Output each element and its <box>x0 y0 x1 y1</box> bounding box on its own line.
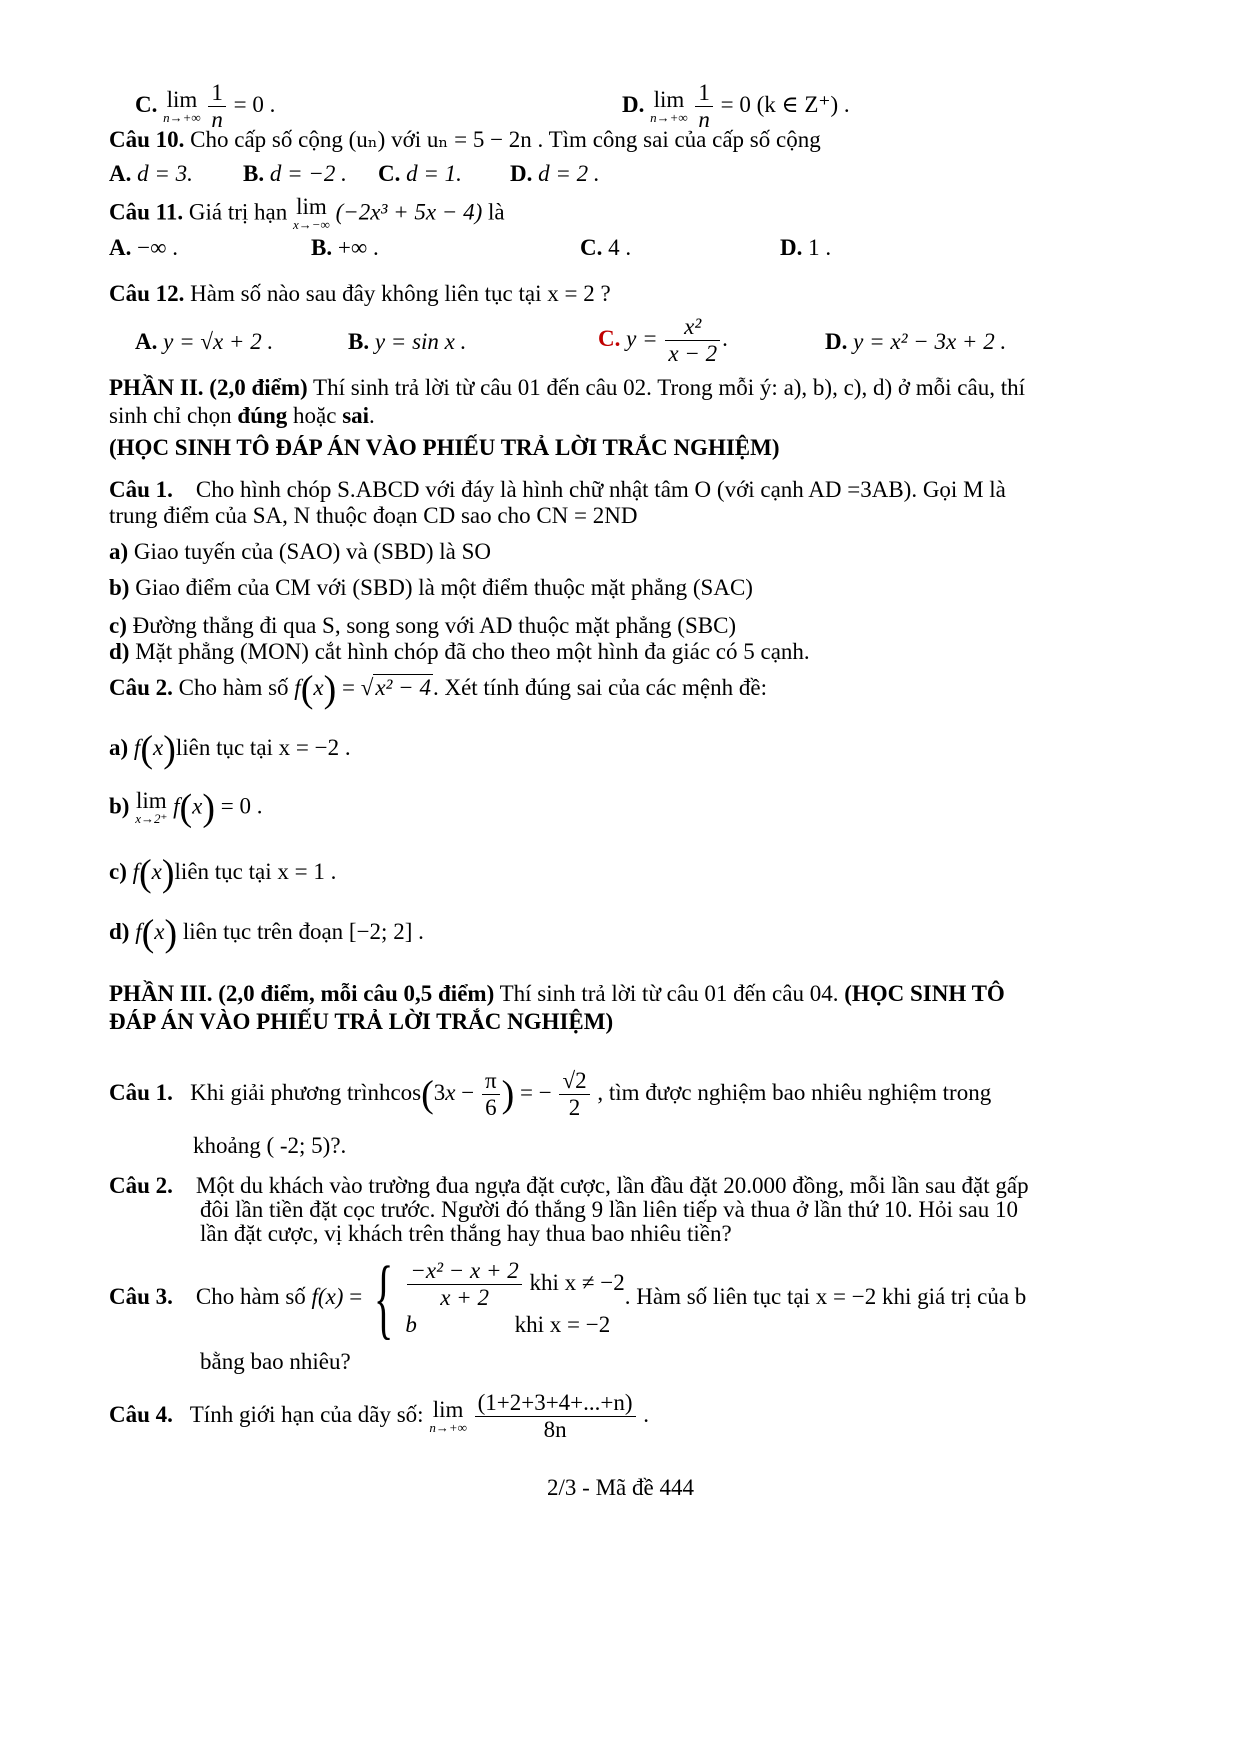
lim-symbol: lim x→2⁺ <box>135 788 168 826</box>
p3-q3: Câu 3. Cho hàm số f(x) = { $\frac{\text{−x² − x + 2}}{x + 2}$ khi x ≠ −2 b khi x = −2 . Hàm số liên tục tại x = −2 khi giá trị của b <box>109 1248 1027 1348</box>
p3-q4: Câu 4. Tính giới hạn của dãy số: lim n→+∞ $\frac{(1+2+3+4+...+n)}{8n}$ . <box>109 1390 650 1442</box>
fraction: $\frac{√2}{2}$ <box>559 1068 589 1121</box>
fraction: $\frac{\pi}{6}$ <box>482 1068 500 1121</box>
q11-option-a: A. −∞ . <box>109 235 178 260</box>
p3-q2-l2: đôi lần tiền đặt cọc trước. Người đó thắng 9 lần liên tiếp và thua ở lần thứ 10. Hỏi sau 10 <box>200 1197 1019 1222</box>
lim-symbol: lim n→+∞ <box>650 86 688 125</box>
q10-stem: Câu 10. Cho cấp số cộng (uₙ) với uₙ = 5 − 2n . Tìm công sai của cấp số cộng <box>109 127 821 152</box>
p2-q2-d: d) f(x) liên tục trên đoạn [−2; 2] . <box>109 912 424 955</box>
q9-option-c: C. lim n→+∞ $\frac{1}{n}$ = 0 . <box>135 80 276 132</box>
page-footer: 2/3 - Mã đề 444 <box>547 1475 694 1500</box>
fraction: $\frac{1}{n}$ <box>208 80 226 133</box>
p2-q2-c: c) f(x)liên tục tại x = 1 . <box>109 852 337 895</box>
p2-q2-b: b) lim x→2⁺ f(x) = 0 . <box>109 787 263 829</box>
p2-q1-d: d) Mặt phẳng (MON) cắt hình chóp đã cho theo một hình đa giác có 5 cạnh. <box>109 639 810 664</box>
part3-heading: PHẦN III. (2,0 điểm, mỗi câu 0,5 điểm) Thí sinh trả lời từ câu 01 đến câu 04. (HỌC SINH TÔ <box>109 981 1005 1006</box>
q11-option-c: C. 4 . <box>580 235 632 260</box>
p2-q1-a: a) Giao tuyến của (SAO) và (SBD) là SO <box>109 539 491 564</box>
q10-option-b: B. d = −2 . <box>243 161 347 186</box>
p3-q3-l2: bằng bao nhiêu? <box>200 1349 351 1374</box>
q11-option-d: D. 1 . <box>780 235 832 260</box>
lim-symbol: lim x→−∞ <box>293 194 330 232</box>
part3-heading-l2: ĐÁP ÁN VÀO PHIẾU TRẢ LỜI TRẮC NGHIỆM) <box>109 1009 614 1034</box>
q11-stem: Câu 11. Giá trị hạn lim x→−∞ (−2x³ + 5x − 4) là <box>109 194 505 232</box>
q9-option-d: D. lim n→+∞ $\frac{1}{n}$ = 0 (k ∈ Z⁺) . <box>622 80 850 132</box>
p3-q2-l1: Câu 2. Một du khách vào trường đua ngựa đặt cược, lần đầu đặt 20.000 đồng, mỗi lần sau đặt gấp <box>109 1173 1029 1198</box>
lim-symbol: lim n→+∞ <box>163 86 201 125</box>
p2-q1-l2: trung điểm của SA, N thuộc đoạn CD sao cho CN = 2ND <box>109 503 638 528</box>
p3-q1-l2: khoảng ( -2; 5)?. <box>193 1133 347 1158</box>
part2-note: (HỌC SINH TÔ ĐÁP ÁN VÀO PHIẾU TRẢ LỜI TRẮC NGHIỆM) <box>109 435 780 460</box>
q10-option-a: A. d = 3. <box>109 161 193 186</box>
fraction: $\frac{(1+2+3+4+...+n)}{8n}$ <box>475 1390 636 1443</box>
q12-option-b: B. y = sin x . <box>348 329 467 354</box>
fraction: $\frac{1}{n}$ <box>695 80 713 133</box>
p3-q2-l3: lần đặt cược, vị khách trên thắng hay thua bao nhiêu tiền? <box>200 1221 732 1246</box>
p2-q1-b: b) Giao điểm của CM với (SBD) là một điểm thuộc mặt phẳng (SAC) <box>109 575 753 600</box>
lim-symbol: lim n→+∞ <box>429 1396 467 1435</box>
q12-option-a: A. y = √x + 2 . <box>135 329 274 354</box>
q12-option-d: D. y = x² − 3x + 2 . <box>825 329 1007 354</box>
p3-q1: Câu 1. Khi giải phương trìnhcos(3x − $\frac{\pi}{6}$ ) = − $\frac{√2}{2}$ , tìm được nghiệm bao nhiêu nghiệm trong <box>109 1068 992 1120</box>
p2-q1-c: c) Đường thẳng đi qua S, song song với AD thuộc mặt phẳng (SBC) <box>109 613 737 638</box>
p2-q1-l1: Câu 1. Cho hình chóp S.ABCD với đáy là hình chữ nhật tâm O (với cạnh AD =3AB). Gọi M là <box>109 477 1006 502</box>
q10-option-d: D. d = 2 . <box>510 161 600 186</box>
fraction: $\frac{\text{x²}}{x - 2}$ <box>665 314 720 367</box>
part2-heading: PHẦN II. (2,0 điểm) Thí sinh trả lời từ câu 01 đến câu 02. Trong mỗi ý: a), b), c), d) ở mỗi câu, thí <box>109 375 1026 400</box>
q12-stem: Câu 12. Hàm số nào sau đây không liên tục tại x = 2 ? <box>109 281 611 306</box>
q10-option-c: C. d = 1. <box>378 161 462 186</box>
part2-heading-l2: sinh chỉ chọn đúng hoặc sai. <box>109 403 375 428</box>
q12-option-c: C. y = $\frac{\text{x²}}{x - 2}$ . <box>598 314 728 366</box>
p2-q2-a: a) f(x)liên tục tại x = −2 . <box>109 728 351 771</box>
q11-option-b: B. +∞ . <box>311 235 379 260</box>
p2-q2-stem: Câu 2. Cho hàm số f(x) = √x² − 4. Xét tính đúng sai của các mệnh đề: <box>109 668 767 711</box>
